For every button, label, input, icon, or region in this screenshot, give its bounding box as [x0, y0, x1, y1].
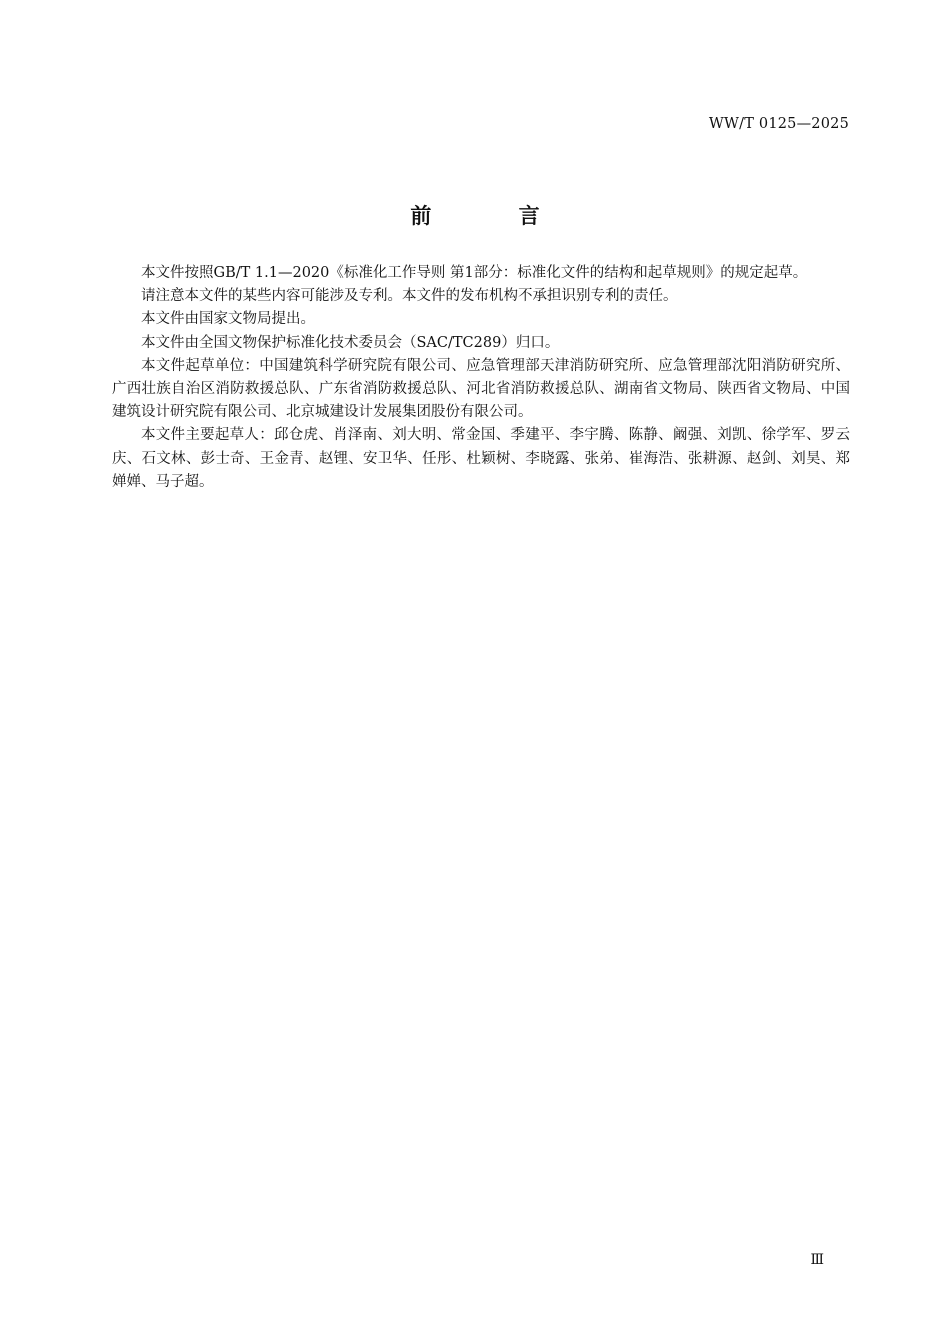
page-title: 前 言: [410, 204, 580, 228]
foreword-body: [112, 262, 850, 494]
paragraph-drafting-units: 本文件起草单位：中国建筑科学研究院有限公司、应急管理部天津消防研究所、应急管理部沈阳消防研究所、广西壮族自治区消防救援总队、广东省消防救援总队、河北省消防救援总队、湖南省文物局、陕西省文物局、中国建筑设计研究院有限公司、北京城建设计发展集团股份有限公司。: [112, 357, 850, 421]
paragraph-committee: 本文件由全国文物保护标准化技术委员会（SAC/TC289）归口。: [141, 334, 560, 351]
page-number: Ⅲ: [810, 1252, 824, 1268]
document-code: WW/T 0125—2025: [708, 116, 849, 132]
paragraph-drafters: 本文件主要起草人：邱仓虎、肖泽南、刘大明、常金国、季建平、李宇腾、陈静、阚强、刘凯、徐学军、罗云庆、石文林、彭士奇、王金青、赵锂、安卫华、任彤、杜颖树、李晓露、张弟、崔海浩、张耕源、赵剑、刘昊、郑婵婵、马子超。: [112, 427, 850, 490]
paragraph-patent-notice: 请注意本文件的某些内容可能涉及专利。本文件的发布机构不承担识别专利的责任。: [141, 288, 678, 305]
paragraph-drafting-rules: 本文件按照GB/T 1.1—2020《标准化工作导则 第1部分：标准化文件的结构和起草规则》的规定起草。: [141, 265, 808, 281]
paragraph-proposer: 本文件由国家文物局提出。: [141, 311, 315, 328]
